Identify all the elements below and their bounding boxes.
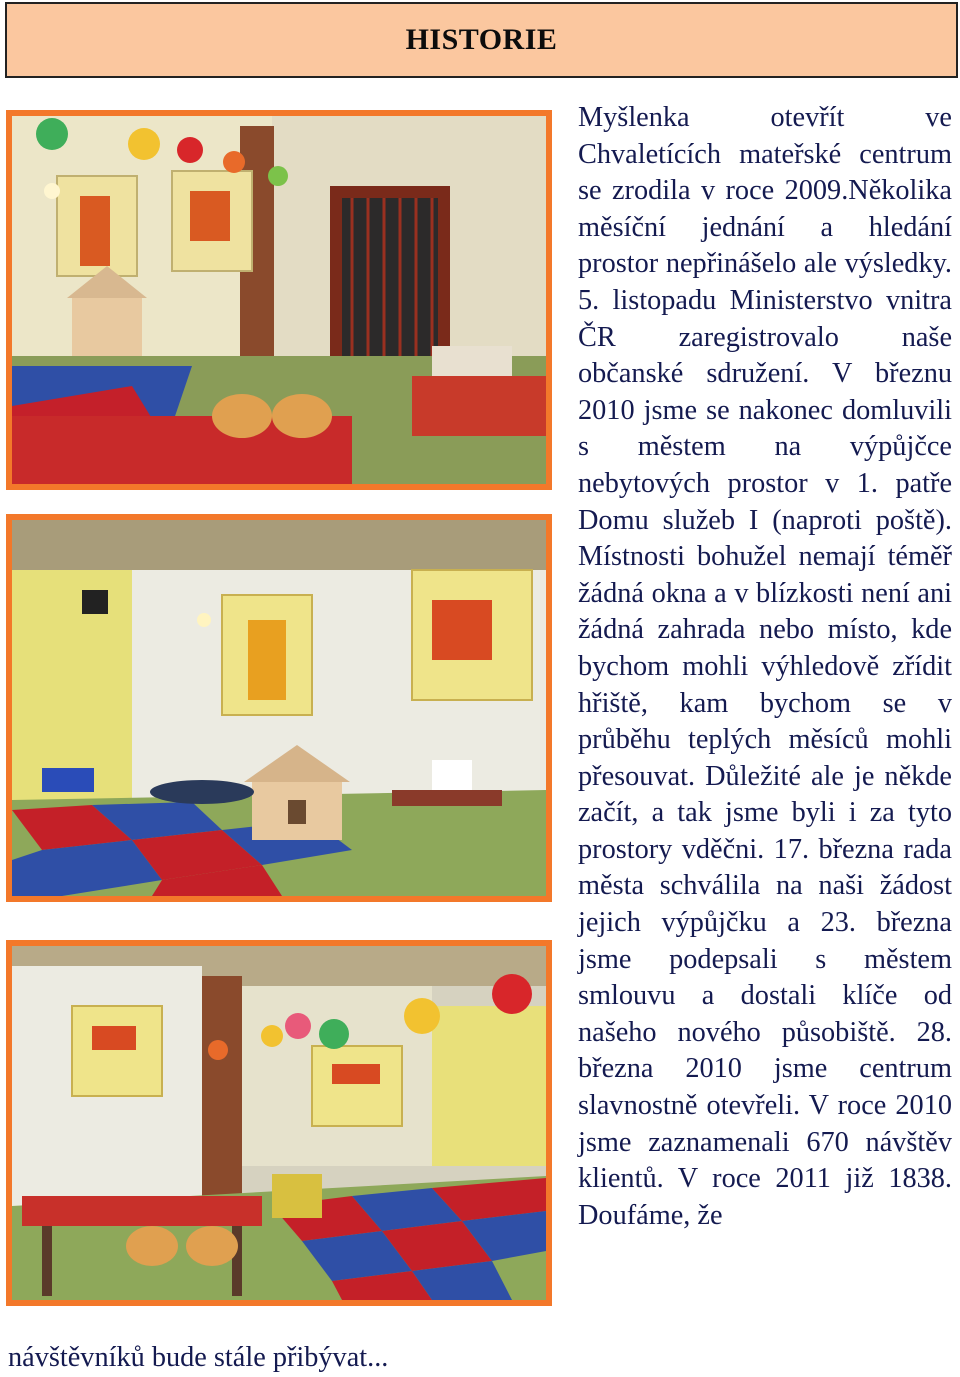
article-body: Myšlenka otevřít ve Chvaletících mateřské centrum se zrodila v roce 2009.Několika měsíční jednání a hledání prostor nepřinášelo ale výsledky. 5. listopadu Ministerstvo vnitra ČR zaregistrovalo naše občanské sdružení. V březnu 2010 jsme se nakonec domluvili s městem na výpůjčce nebytových prostor v 1. patře Domu služeb I (naproti poště). Místnosti bohužel nemají téměř žádná okna a v blízkosti není ani žádná zahrada nebo místo, kde bychom mohli výhledově zřídit hřiště, kam bychom se v průběhu teplých měsíců mohli přesouvat. Důležité ale je někde začít, a tak jsme byli i za tyto prostory vděčni. 17. března rada města schválila na naši žádost jejich výpůjčku a 23. března jsme podepsali s městem smlouvu a dostali klíče od našeho nového působiště. 28. března 2010 jsme centrum slavnostně otevřeli. V roce 2010 jsme zaznamenali 670 návštěv klientů. V roce 2011 již 1838. Doufáme, že — [578, 102, 952, 1231]
article-body-tail: návštěvníků bude stále přibývat... — [8, 1342, 389, 1373]
photo-room-balloons — [6, 110, 552, 490]
photo-room-mats — [6, 940, 552, 1306]
header-box — [5, 2, 958, 78]
photo-play-room — [6, 514, 552, 902]
page-title: HISTORIE — [405, 23, 558, 56]
